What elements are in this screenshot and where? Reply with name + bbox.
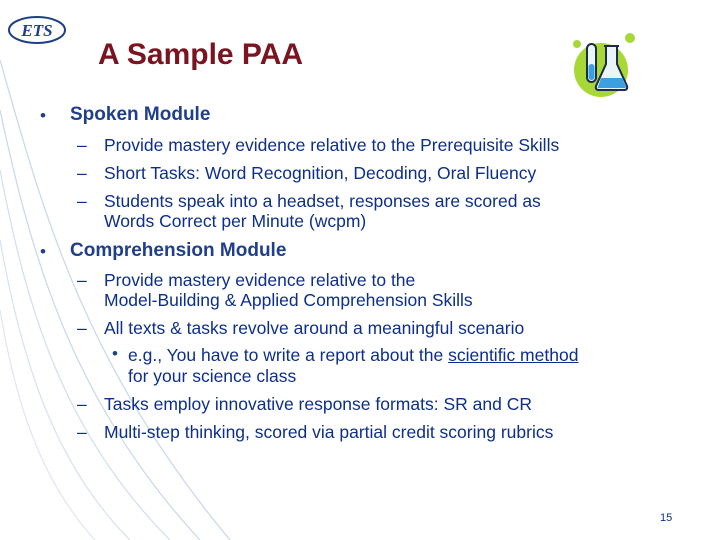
dash-icon: –	[77, 318, 87, 338]
sub-list-item-line: for your science class	[128, 366, 297, 386]
list-item: Tasks employ innovative response formats: SR and CR	[104, 394, 532, 414]
dash-icon: –	[77, 135, 87, 155]
scientific-method-link[interactable]: scientific method	[448, 345, 579, 365]
sub-bullet-icon: •	[112, 344, 118, 363]
dash-icon: –	[77, 191, 87, 211]
dash-icon: –	[77, 422, 87, 442]
list-item: Short Tasks: Word Recognition, Decoding, Oral Fluency	[104, 163, 537, 183]
list-item-line: Words Correct per Minute (wcpm)	[104, 211, 367, 231]
list-item: Provide mastery evidence relative to the Prerequisite Skills	[104, 135, 560, 155]
section-heading-spoken: Spoken Module	[70, 104, 211, 125]
page-number: 15	[660, 512, 673, 524]
bullet-icon: •	[40, 242, 46, 261]
list-item: All texts & tasks revolve around a meaningful scenario	[104, 318, 525, 338]
list-item-line: Students speak into a headset, responses are scored as	[104, 191, 541, 211]
bullet-icon: •	[40, 106, 46, 125]
dash-icon: –	[77, 270, 87, 290]
science-flask-icon	[568, 30, 640, 102]
sub-list-item	[128, 345, 578, 366]
list-item-line: Model-Building & Applied Comprehension Skills	[104, 290, 473, 310]
dash-icon: –	[77, 163, 87, 183]
list-item-line: Provide mastery evidence relative to the	[104, 270, 416, 290]
page-title: A Sample PAA	[98, 38, 304, 71]
section-heading-comprehension: Comprehension Module	[70, 240, 287, 261]
svg-text:ETS: ETS	[21, 21, 53, 40]
dash-icon: –	[77, 394, 87, 414]
ets-logo	[8, 14, 70, 46]
list-item: Multi-step thinking, scored via partial credit scoring rubrics	[104, 422, 554, 442]
sub-list-item-text: e.g., You have to write a report about the	[128, 345, 449, 365]
